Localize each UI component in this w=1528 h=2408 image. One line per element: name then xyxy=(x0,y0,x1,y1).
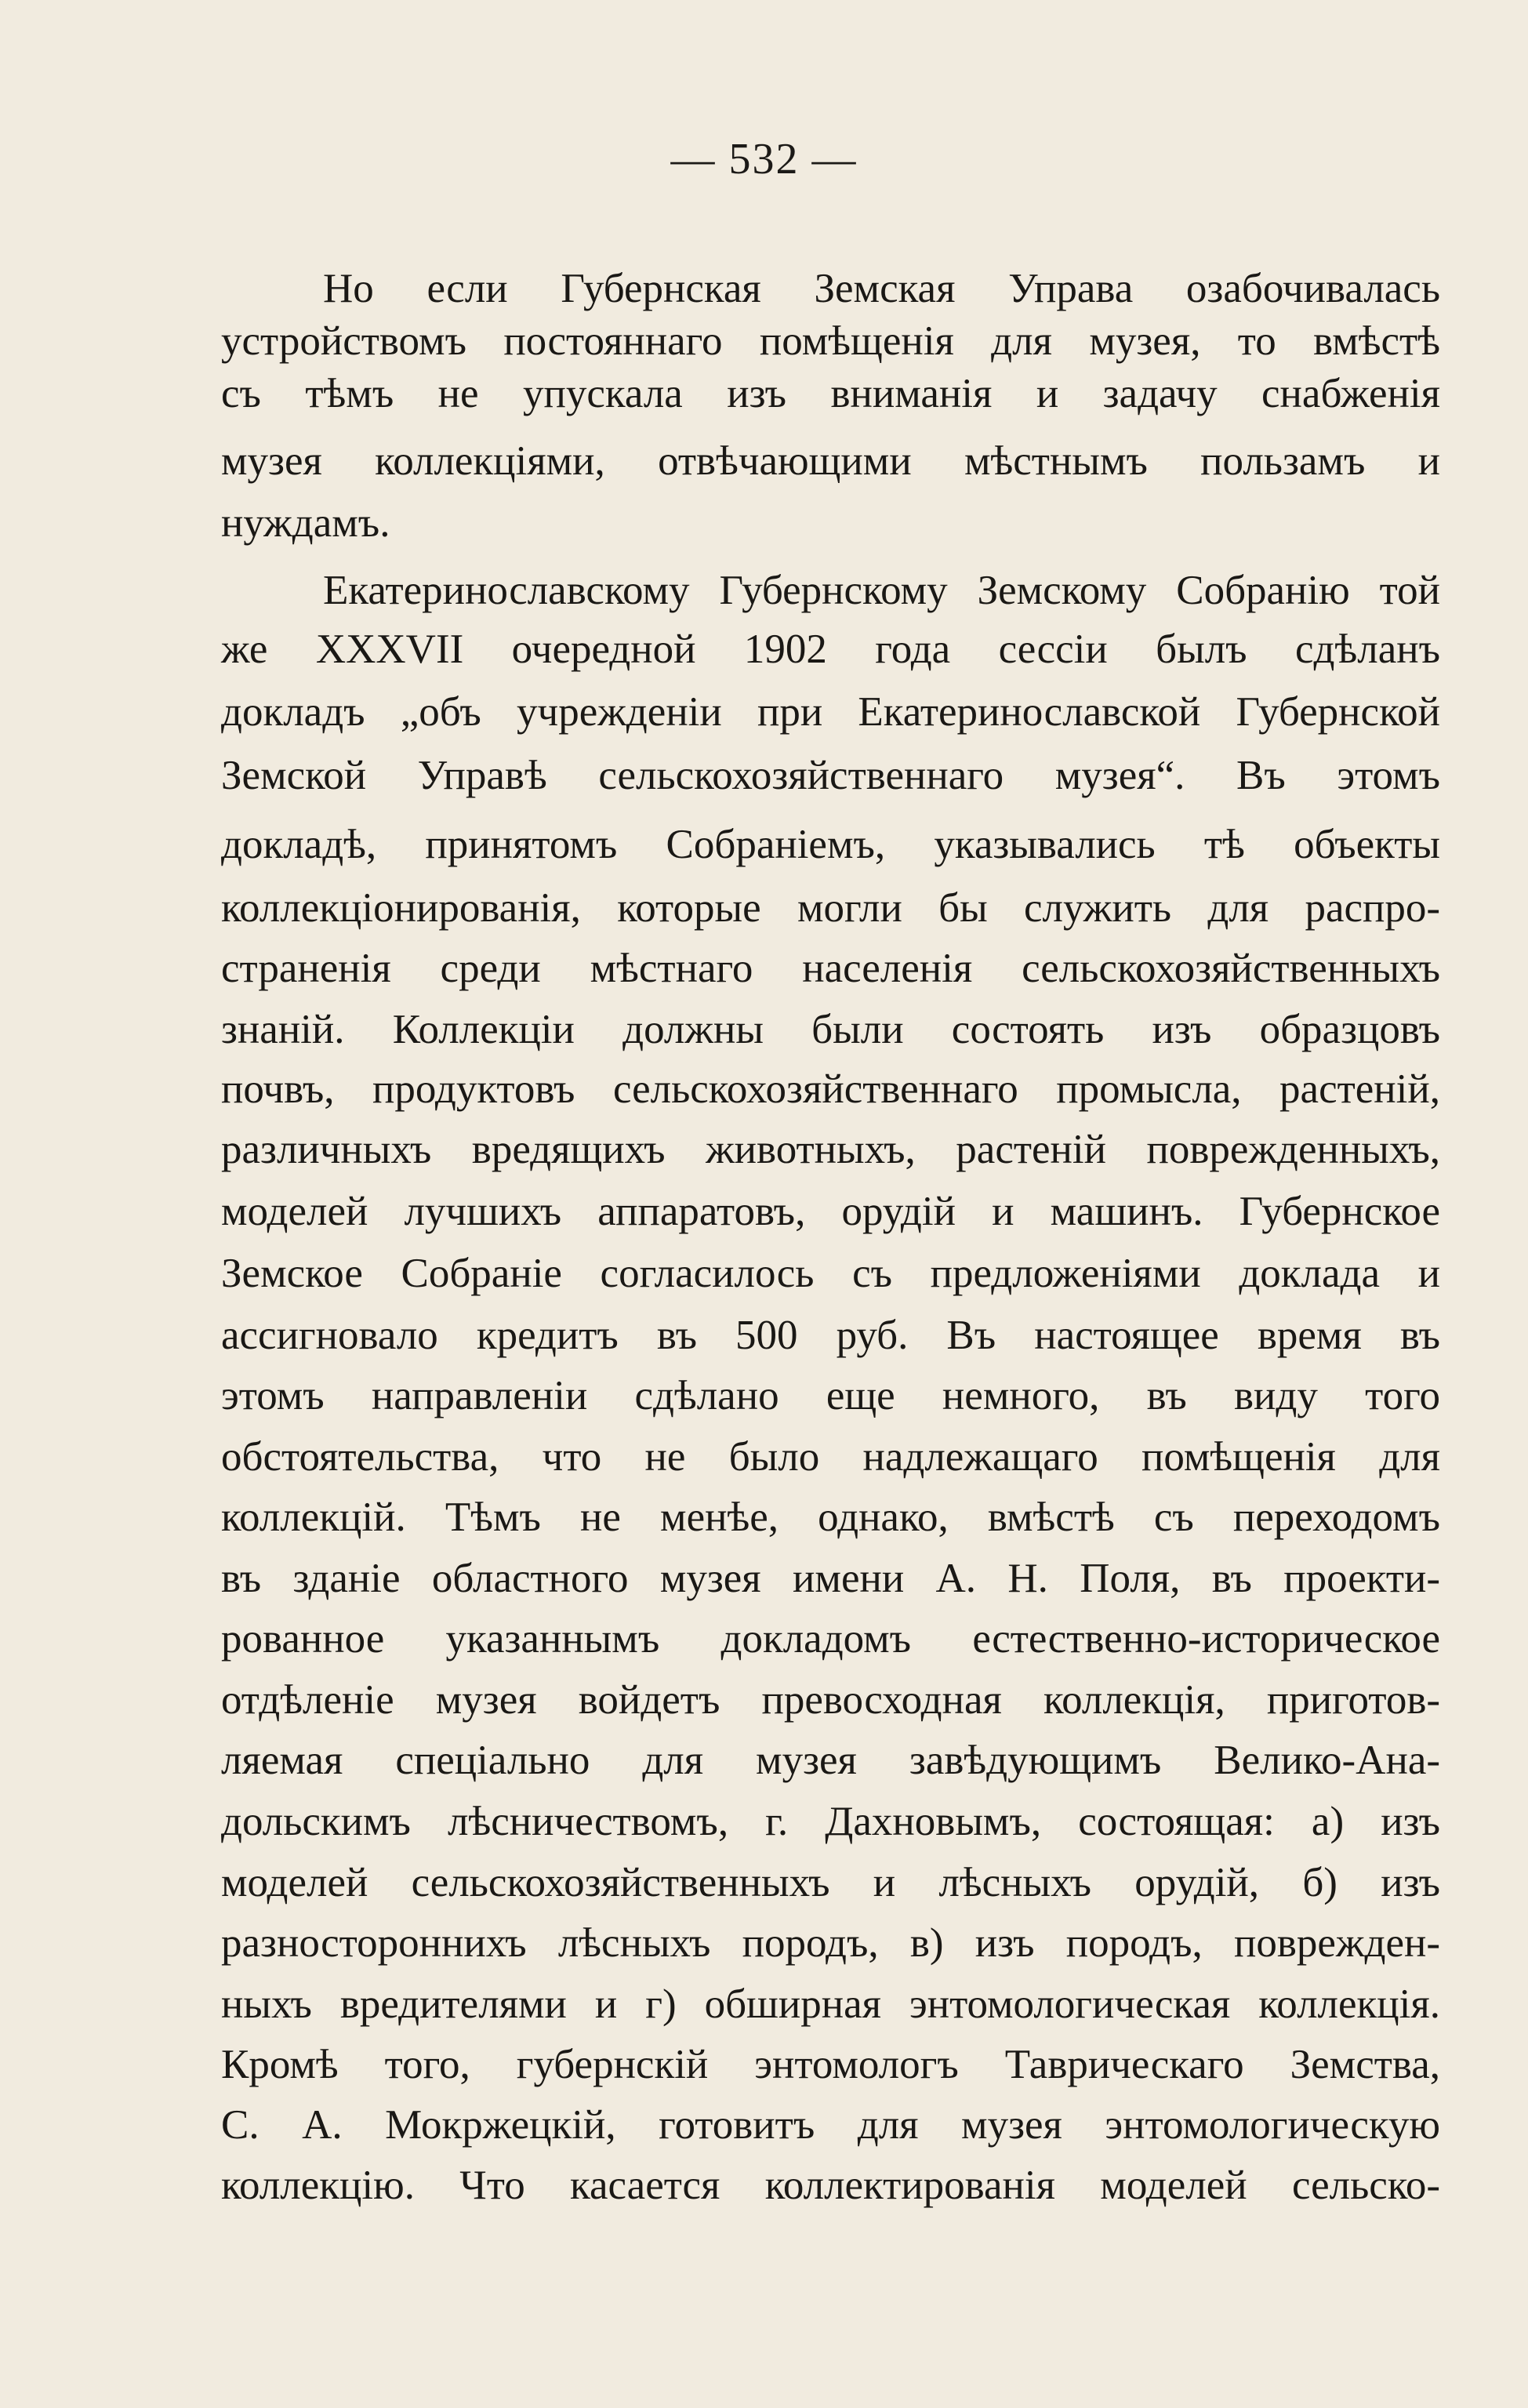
text-line: отдѣленіе музея войдетъ превосходная коллекція, приготов- xyxy=(221,1677,1440,1723)
text-line: въ зданіе областного музея имени А. Н. Поля, въ проекти- xyxy=(221,1556,1440,1601)
text-line: этомъ направленіи сдѣлано еще немного, въ виду того xyxy=(221,1373,1440,1418)
text-line: почвъ, продуктовъ сельскохозяйственнаго промысла, растеній, xyxy=(221,1066,1440,1112)
text-line: моделей сельскохозяйственныхъ и лѣсныхъ орудій, б) изъ xyxy=(221,1860,1440,1905)
text-line: ныхъ вредителями и г) обширная энтомологическая коллекція. xyxy=(221,1981,1440,2027)
text-line: съ тѣмъ не упускала изъ вниманія и задачу снабженія xyxy=(221,371,1440,416)
text-line: Кромѣ того, губернскій энтомологъ Таврическаго Земства, xyxy=(221,2042,1440,2087)
text-line: ассигновало кредитъ въ 500 руб. Въ настоящее время въ xyxy=(221,1313,1440,1358)
text-line: ляемая спеціально для музея завѣдующимъ Велико-Ана- xyxy=(221,1738,1440,1783)
text-line: рованное указаннымъ докладомъ естественно-историческое xyxy=(221,1616,1440,1662)
text-line: устройствомъ постояннаго помѣщенія для музея, то вмѣстѣ xyxy=(221,318,1440,364)
text-line: страненія среди мѣстнаго населенія сельскохозяйственныхъ xyxy=(221,946,1440,991)
text-line: С. А. Мокржецкій, готовитъ для музея энтомологическую xyxy=(221,2102,1440,2148)
text-line: моделей лучшихъ аппаратовъ, орудій и машинъ. Губернское xyxy=(221,1189,1440,1234)
text-line: Но если Губернская Земская Управа озабочивалась xyxy=(323,266,1440,311)
text-line: коллекцію. Что касается коллектированія моделей сельско- xyxy=(221,2163,1440,2208)
text-line: разностороннихъ лѣсныхъ породъ, в) изъ породъ, поврежден- xyxy=(221,1920,1440,1966)
text-line: музея коллекціями, отвѣчающими мѣстнымъ пользамъ и xyxy=(221,438,1440,484)
text-line: различныхъ вредящихъ животныхъ, растеній поврежденныхъ, xyxy=(221,1127,1440,1172)
text-line: дольскимъ лѣсничествомъ, г. Дахновымъ, состоящая: а) изъ xyxy=(221,1799,1440,1844)
text-line: нуждамъ. xyxy=(221,500,390,546)
text-line: же XXXVII очередной 1902 года сессіи былъ сдѣланъ xyxy=(221,627,1440,672)
text-line: коллекцій. Тѣмъ не менѣе, однако, вмѣстѣ съ переходомъ xyxy=(221,1495,1440,1540)
text-line: Екатеринославскому Губернскому Земскому Собранію той xyxy=(323,568,1440,613)
text-line: Земское Собраніе согласилось съ предложеніями доклада и xyxy=(221,1251,1440,1296)
text-line: знаній. Коллекціи должны были состоять изъ образцовъ xyxy=(221,1007,1440,1052)
text-line: обстоятельства, что не было надлежащаго помѣщенія для xyxy=(221,1434,1440,1480)
text-line: докладѣ, принятомъ Собраніемъ, указывались тѣ объекты xyxy=(221,822,1440,867)
page-number: — 532 — xyxy=(670,135,858,183)
text-line: докладъ „объ учрежденіи при Екатеринославской Губернской xyxy=(221,689,1440,735)
text-line: коллекціонированія, которые могли бы служить для распро- xyxy=(221,885,1440,931)
text-line: Земской Управѣ сельскохозяйственнаго музея“. Въ этомъ xyxy=(221,753,1440,798)
